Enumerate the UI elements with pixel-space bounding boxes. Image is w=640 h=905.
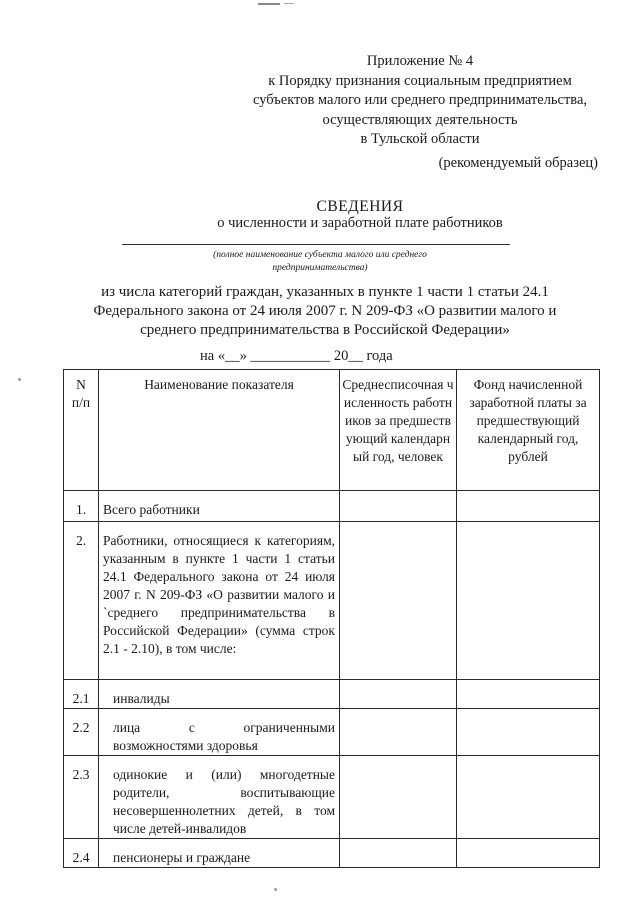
scan-artifact (284, 3, 294, 4)
table-row (64, 756, 600, 839)
row-number: 2.4 (64, 839, 99, 868)
row-number: 2.2 (64, 709, 99, 756)
row-name: пенсионеры и граждане (99, 839, 340, 868)
appendix-line: Приложение № 4 (366, 53, 474, 69)
row-name: инвалиды (99, 680, 340, 709)
table-row (64, 680, 600, 709)
table-row (64, 839, 600, 868)
table-row (64, 491, 600, 522)
row-number: 2.1 (64, 680, 99, 709)
report-date-line: на «__» ___________ 20__ года (200, 348, 393, 364)
row-name: одинокие и (или) многодетные родители, воспитывающие несовершеннолетних детей, в том числе детей-инвалидов (99, 756, 340, 839)
entity-name-hint (160, 249, 480, 275)
table-row (64, 522, 600, 680)
categories-text (40, 283, 610, 340)
header-num (64, 370, 99, 491)
appendix-line: субъектов малого или среднего предпринимательства, (252, 92, 588, 108)
salary-fund-cell[interactable] (457, 522, 600, 680)
table-header-row (64, 370, 600, 491)
document-subtitle: о численности и заработной плате работников (217, 215, 503, 231)
categories-line: Федерального закона от 24 июля 2007 г. N 209-ФЗ «О развитии малого и (93, 303, 557, 319)
header-name (99, 370, 340, 491)
avg-headcount-cell[interactable] (340, 522, 457, 680)
table-row (64, 709, 600, 756)
avg-headcount-cell[interactable] (340, 756, 457, 839)
categories-line: среднего предпринимательства в Российской Федерации» (140, 322, 510, 338)
avg-headcount-cell[interactable] (340, 680, 457, 709)
categories-line: из числа категорий граждан, указанных в пункте 1 части 1 статьи 24.1 (101, 284, 549, 300)
row-name: Всего работники (99, 491, 340, 522)
header-salary-fund (457, 370, 600, 491)
row-number: 2. (64, 522, 99, 680)
salary-fund-cell[interactable] (457, 709, 600, 756)
avg-headcount-cell[interactable] (340, 491, 457, 522)
salary-fund-cell[interactable] (457, 680, 600, 709)
appendix-line: осуществляющих деятельность (322, 111, 518, 128)
header-fund-label: Фонд начисленной заработной платы за предшествующий календарный год, рублей (469, 377, 587, 464)
salary-fund-cell[interactable] (457, 839, 600, 868)
row-name: лица с ограниченными возможностями здоровья (99, 709, 340, 756)
salary-fund-cell[interactable] (457, 756, 600, 839)
row-number: 2.3 (64, 756, 99, 839)
appendix-header (240, 52, 600, 150)
header-avg-headcount (340, 370, 457, 491)
scan-artifact (18, 378, 21, 381)
header-num-label: N п/п (71, 377, 91, 410)
row-number: 1. (64, 491, 99, 522)
row-name: Работники, относящиеся к категориям, указанным в пункте 1 части 1 статьи 24.1 Федерального закона от 24 июля 2007 г. N 209-ФЗ «О развитии малого и `среднего предпринимательства в Российской Федерации» (сумма строк 2.1 - 2.10), в том числе: (99, 522, 340, 680)
entity-name-line (122, 244, 510, 245)
scan-artifact (258, 3, 280, 5)
header-avg-label: Среднесписочная численность работников за предшествующий календарный год, человек (342, 377, 454, 464)
appendix-line: к Порядку признания социальным предприятием (268, 72, 572, 89)
avg-headcount-cell[interactable] (340, 839, 457, 868)
entity-name-hint-line: предпринимательства) (272, 263, 368, 273)
sample-label: (рекомендуемый образец) (438, 155, 598, 171)
scan-artifact (274, 888, 277, 891)
header-name-label: Наименование показателя (144, 377, 294, 392)
salary-fund-cell[interactable] (457, 491, 600, 522)
avg-headcount-cell[interactable] (340, 709, 457, 756)
entity-name-hint-line: (полное наименование субъекта малого или среднего (213, 250, 427, 260)
document-title: СВЕДЕНИЯ (316, 198, 404, 215)
indicators-table (63, 369, 600, 868)
appendix-line: в Тульской области (360, 131, 480, 147)
